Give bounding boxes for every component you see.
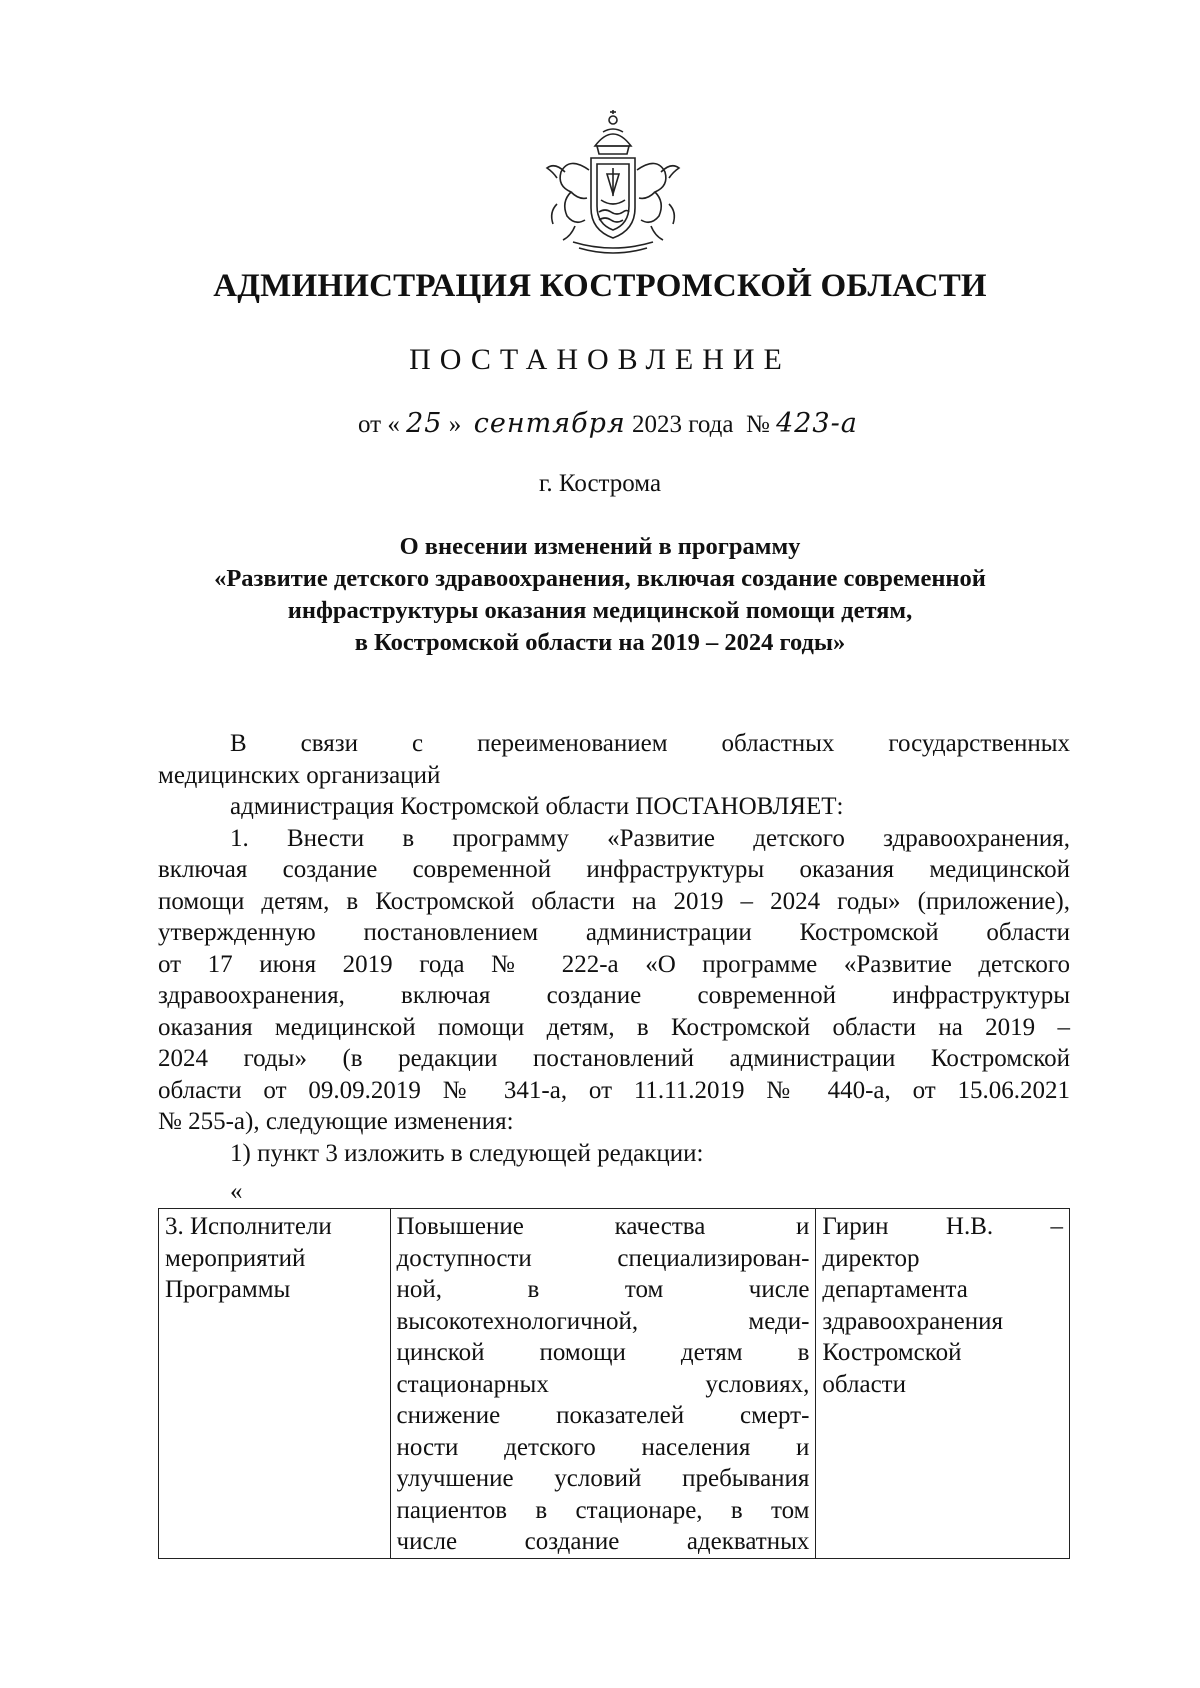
cell-line: Костромской	[822, 1339, 962, 1366]
date-prefix: от «	[358, 411, 400, 438]
cell-line: области	[822, 1370, 906, 1398]
date-mid: »	[448, 411, 462, 438]
city: г. Кострома	[538, 470, 662, 497]
document-number: 423-а	[776, 408, 858, 439]
subject-line: О внесении изменений в программу	[399, 533, 801, 560]
date-month: сентября	[473, 408, 626, 439]
cell-line: цинской помощи детям в	[396, 1339, 810, 1366]
document-type: ПОСТАНОВЛЕНИЕ	[409, 343, 791, 376]
cell-line: числе создание адекватных	[396, 1528, 810, 1555]
date-year: 2023 года	[631, 411, 734, 438]
body-line: от 17 июня 2019 года № 222-а «О программе «Развитие детского	[158, 950, 1070, 978]
body-line: медицинских организаций	[158, 761, 441, 789]
cell-line: Программы	[165, 1276, 291, 1303]
body-line: 2024 годы» (в редакции постановлений администрации Костромской	[158, 1045, 1070, 1072]
cell-line: департамента	[822, 1276, 968, 1303]
body-line: администрация Костромской области ПОСТАНОВЛЯЕТ:	[230, 793, 844, 820]
subject-line: инфраструктуры оказания медицинской помощи детям,	[287, 597, 913, 624]
number-prefix: №	[745, 411, 770, 438]
cell-line: улучшение условий пребывания	[396, 1465, 810, 1492]
body-line: 1. Внести в программу «Развитие детского здравоохранения,	[230, 824, 1070, 852]
coat-of-arms-emblem	[535, 108, 691, 258]
subject-line: в Костромской области на 2019 – 2024 годы»	[354, 629, 846, 656]
document-subject	[150, 531, 1050, 659]
body-line: № 255-а), следующие изменения:	[158, 1108, 514, 1135]
cell-line: снижение показателей смерт-	[396, 1402, 810, 1429]
subject-line: «Развитие детского здравоохранения, включая создание современной	[214, 565, 986, 592]
table-cell-section	[159, 1209, 391, 1559]
body-line: области от 09.09.2019 № 341-а, от 11.11.2019 № 440-а, от 15.06.2021	[158, 1076, 1070, 1104]
open-quote: «	[230, 1178, 243, 1205]
cell-line: 3. Исполнители	[165, 1213, 332, 1240]
cell-line: высокотехнологичной, меди-	[396, 1307, 810, 1335]
cell-line: Гирин Н.В. –	[822, 1213, 1063, 1240]
document-body	[158, 728, 1070, 1169]
cell-line: Повышение качества и	[396, 1213, 810, 1240]
body-line: утвержденную постановлением администрации Костромской области	[158, 919, 1070, 946]
body-line: В связи с переименованием областных государственных	[230, 730, 1070, 757]
body-line: оказания медицинской помощи детям, в Костромской области на 2019 –	[158, 1013, 1070, 1041]
cell-line: стационарных условиях,	[396, 1370, 810, 1398]
table-cell-activity	[390, 1209, 816, 1559]
cell-line: ной, в том числе	[396, 1276, 810, 1303]
table-cell-responsible	[816, 1209, 1070, 1559]
table-row	[159, 1209, 1070, 1559]
body-line: включая создание современной инфраструктуры оказания медицинской	[158, 856, 1070, 883]
cell-line: пациентов в стационаре, в том	[396, 1496, 810, 1524]
body-line: помощи детям, в Костромской области на 2019 – 2024 годы» (приложение),	[158, 887, 1070, 915]
body-line: здравоохранения, включая создание современной инфраструктуры	[158, 982, 1070, 1009]
cell-line: здравоохранения	[822, 1307, 1004, 1335]
cell-line: мероприятий	[165, 1244, 306, 1272]
organization-title: АДМИНИСТРАЦИЯ КОСТРОМСКОЙ ОБЛАСТИ	[213, 268, 987, 304]
cell-line: ности детского населения и	[396, 1433, 810, 1461]
date-number-line	[358, 408, 858, 439]
cell-line: директор	[822, 1244, 920, 1272]
body-line: 1) пункт 3 изложить в следующей редакции:	[230, 1139, 704, 1167]
executors-table	[158, 1208, 1070, 1559]
date-day: 25	[406, 408, 443, 439]
cell-line: доступности специализирован-	[396, 1244, 810, 1272]
